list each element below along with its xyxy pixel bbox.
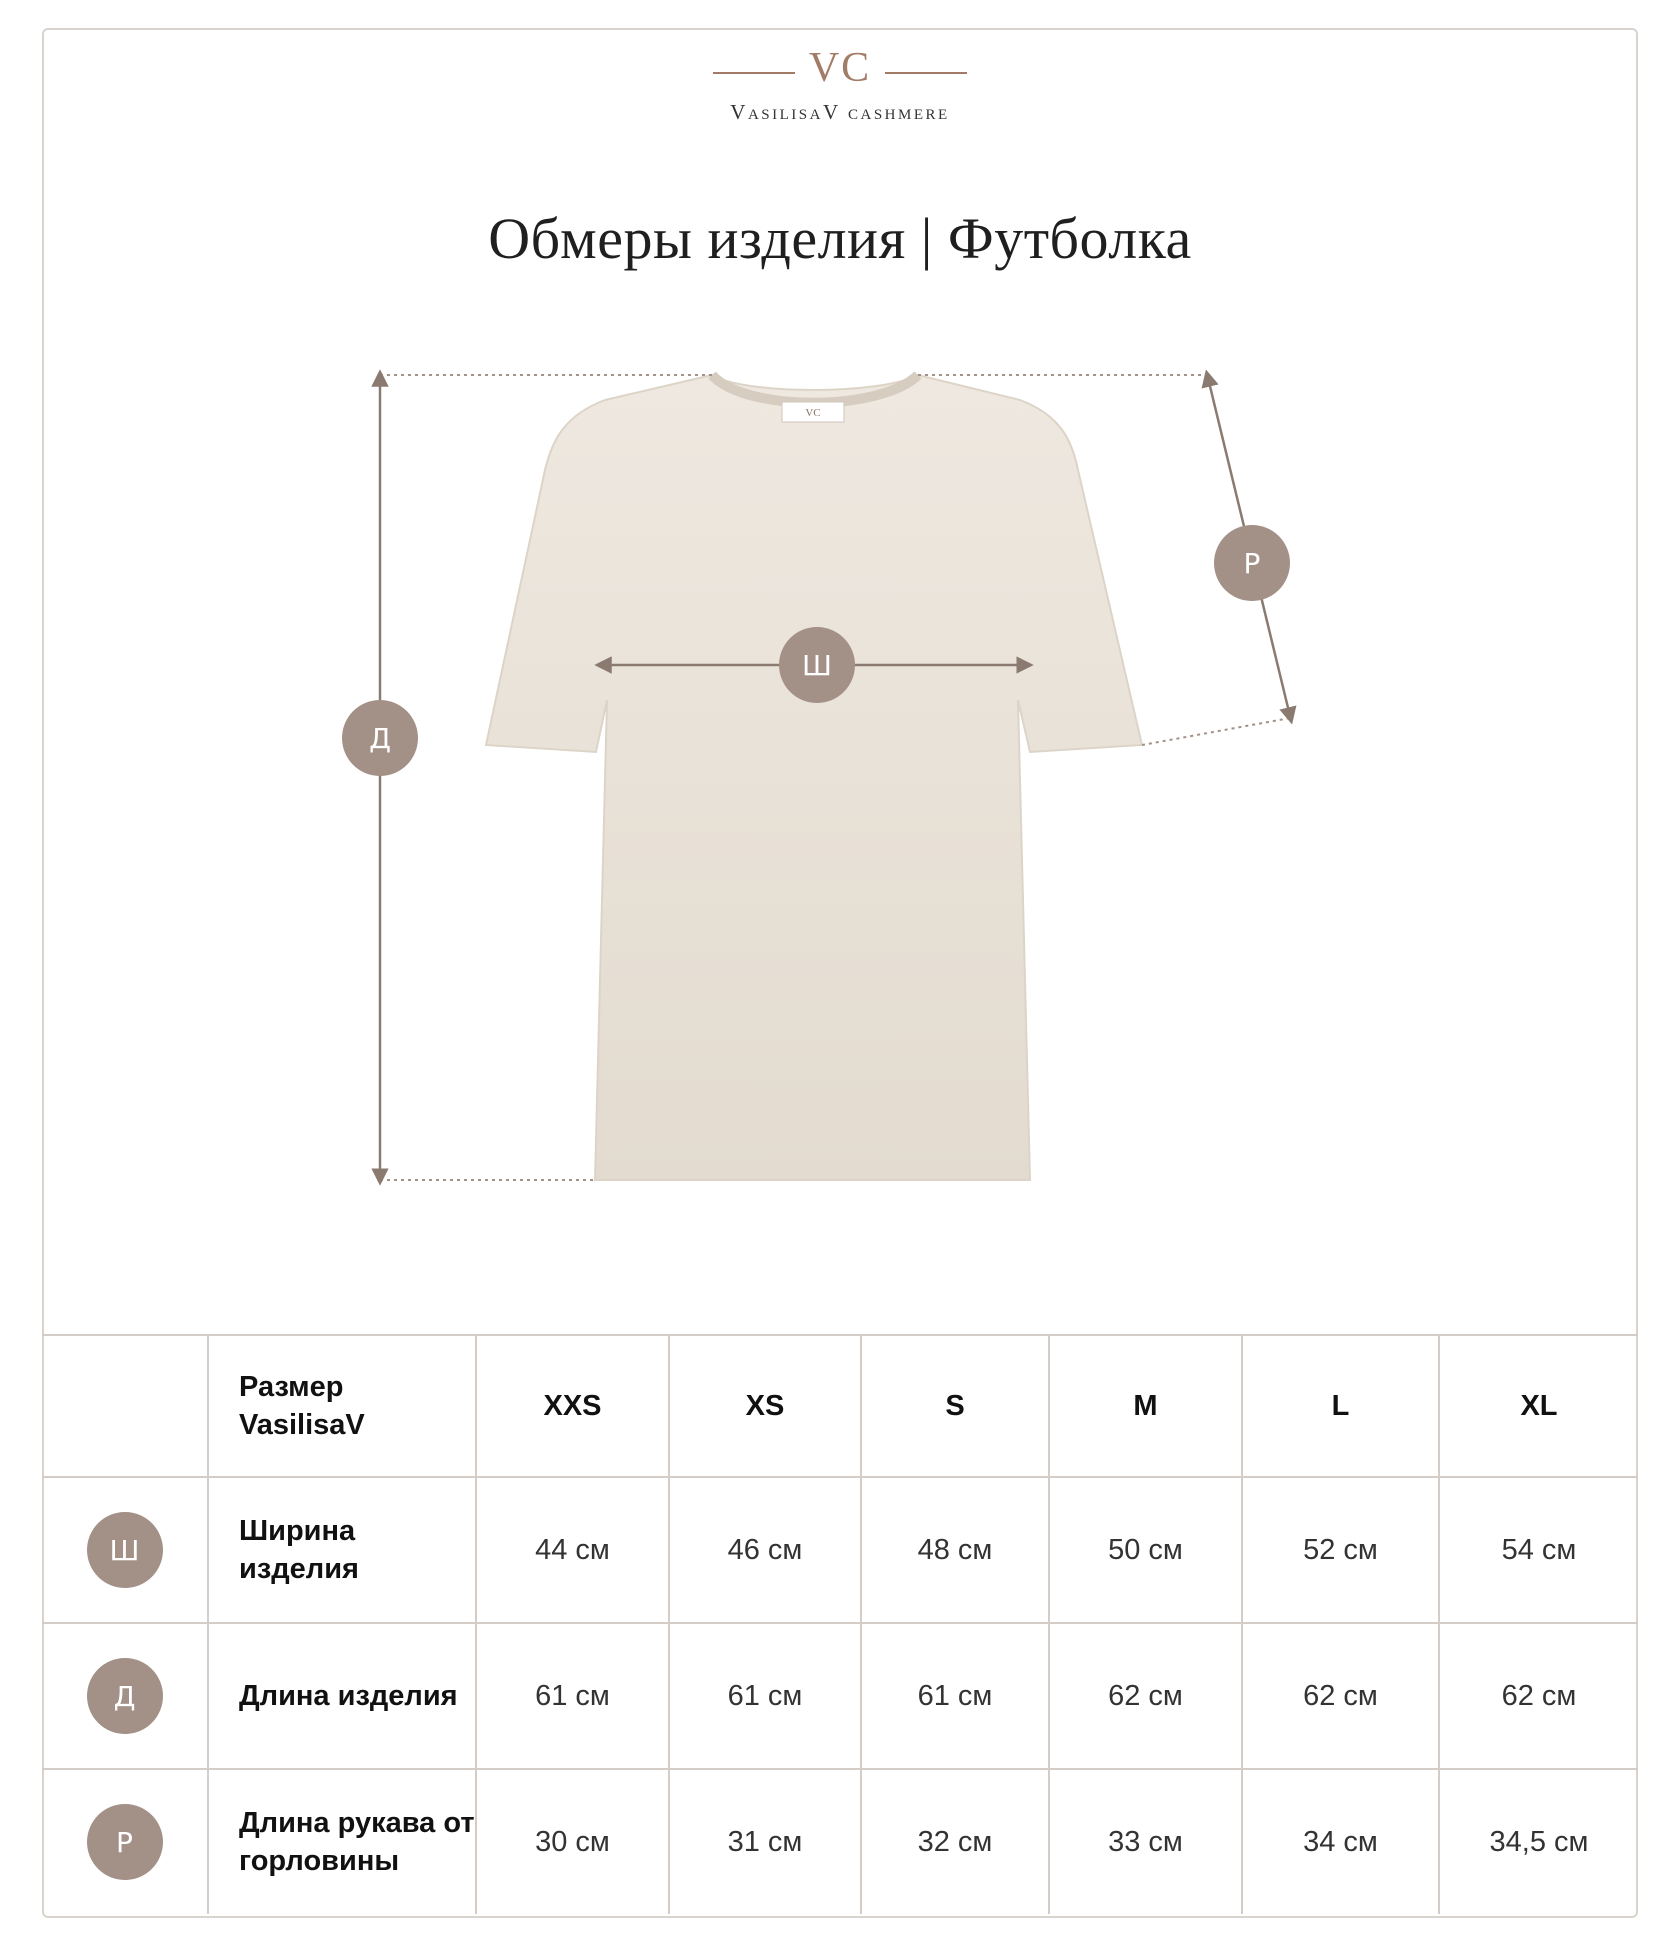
table-cell: 46 см bbox=[669, 1477, 861, 1623]
table-cell: 50 см bbox=[1049, 1477, 1242, 1623]
sleeve-marker: Р bbox=[87, 1804, 163, 1880]
tshirt-label-text: VC bbox=[805, 407, 821, 419]
width-marker: Ш bbox=[87, 1512, 163, 1588]
size-header: M bbox=[1049, 1335, 1242, 1477]
row-label: Длина изделия bbox=[208, 1623, 476, 1769]
table-cell: 33 см bbox=[1049, 1769, 1242, 1914]
row-marker-cell bbox=[42, 1769, 208, 1914]
brand-monogram-text: VC bbox=[808, 45, 872, 91]
length-marker: Д bbox=[87, 1658, 163, 1734]
table-cell: 62 см bbox=[1049, 1623, 1242, 1769]
guide-sleeve bbox=[1142, 718, 1290, 745]
brand-name: VasilisaV cashmere bbox=[730, 100, 950, 124]
sleeve-marker: Р bbox=[1214, 525, 1290, 601]
length-marker: Д bbox=[342, 700, 418, 776]
table-cell: 62 см bbox=[1439, 1623, 1638, 1769]
table-cell: 30 см bbox=[476, 1769, 669, 1914]
width-marker: Ш bbox=[779, 627, 855, 703]
table-cell: 62 см bbox=[1242, 1623, 1439, 1769]
table-row bbox=[42, 1477, 1638, 1623]
table-cell: 32 см bbox=[861, 1769, 1049, 1914]
table-cell: 34 см bbox=[1242, 1769, 1439, 1914]
size-table bbox=[42, 1334, 1638, 1914]
row-marker-cell bbox=[42, 1623, 208, 1769]
table-corner bbox=[42, 1335, 208, 1477]
table-row bbox=[42, 1623, 1638, 1769]
row-marker-cell bbox=[42, 1477, 208, 1623]
size-header: L bbox=[1242, 1335, 1439, 1477]
table-cell: 48 см bbox=[861, 1477, 1049, 1623]
size-header-label: Размер VasilisaV bbox=[208, 1335, 476, 1477]
table-header-row bbox=[42, 1335, 1638, 1477]
row-label: Ширина изделия bbox=[208, 1477, 476, 1623]
table-cell: 52 см bbox=[1242, 1477, 1439, 1623]
tshirt-shape bbox=[486, 375, 1142, 1180]
table-cell: 61 см bbox=[476, 1623, 669, 1769]
table-cell: 44 см bbox=[476, 1477, 669, 1623]
table-cell: 54 см bbox=[1439, 1477, 1638, 1623]
table-cell: 61 см bbox=[861, 1623, 1049, 1769]
page-title: Обмеры изделия | Футболка bbox=[488, 206, 1192, 271]
table-row bbox=[42, 1769, 1638, 1914]
size-header: XS bbox=[669, 1335, 861, 1477]
table-cell: 34,5 см bbox=[1439, 1769, 1638, 1914]
size-header: XL bbox=[1439, 1335, 1638, 1477]
table-cell: 31 см bbox=[669, 1769, 861, 1914]
size-header: XXS bbox=[476, 1335, 669, 1477]
table-cell: 61 см bbox=[669, 1623, 861, 1769]
row-label: Длина рукава от горловины bbox=[208, 1769, 476, 1914]
size-header: S bbox=[861, 1335, 1049, 1477]
